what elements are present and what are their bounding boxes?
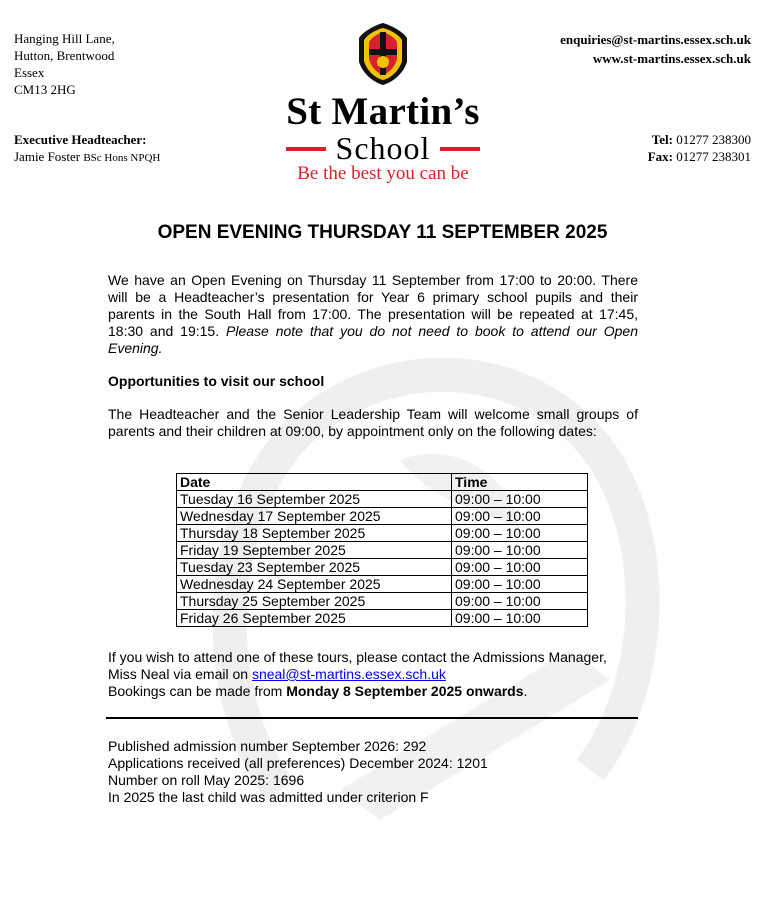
school-word: School (335, 130, 431, 166)
header-date: Date (177, 474, 452, 491)
red-bar-right (440, 147, 480, 151)
table-row (177, 508, 588, 525)
address-line: Hanging Hill Lane, (14, 31, 115, 46)
headteacher-block (14, 131, 160, 167)
row-time: 09:00 – 10:00 (452, 559, 588, 576)
row-date: Friday 19 September 2025 (177, 542, 452, 559)
visits-paragraph: The Headteacher and the Senior Leadership Team will welcome small groups of parents and their children at 09:00, by appointment only on the following dates: (108, 406, 638, 439)
fax-label: Fax: (647, 149, 673, 164)
table-row (177, 559, 588, 576)
address-line: Hutton, Brentwood (14, 48, 115, 63)
booking-line-1: If you wish to attend one of these tours, please contact the Admissions Manager, (108, 649, 607, 665)
admission-stats (108, 738, 638, 806)
tel-label: Tel: (651, 132, 673, 147)
tel-number: 01277 238300 (676, 132, 751, 147)
booking-paragraph (108, 649, 638, 700)
address-line: CM13 2HG (14, 82, 76, 97)
table-row (177, 610, 588, 627)
row-date: Tuesday 16 September 2025 (177, 491, 452, 508)
table-row (177, 576, 588, 593)
address-line: Essex (14, 65, 45, 80)
school-word-lockup (280, 130, 486, 166)
table-row (177, 525, 588, 542)
row-time: 09:00 – 10:00 (452, 610, 588, 627)
headteacher-label: Executive Headteacher: (14, 132, 147, 147)
phone-block (648, 131, 751, 165)
fax-number: 01277 238301 (676, 149, 751, 164)
row-time: 09:00 – 10:00 (452, 542, 588, 559)
page-title: OPEN EVENING THURSDAY 11 SEPTEMBER 2025 (157, 222, 608, 243)
visit-dates-table (176, 473, 588, 627)
stat-line: Applications received (all preferences) December 2024: 1201 (108, 755, 488, 771)
stat-line: Published admission number September 2026: 292 (108, 738, 427, 754)
row-date: Thursday 18 September 2025 (177, 525, 452, 542)
contact-block (560, 30, 751, 68)
headteacher-qualifications: BSc Hons NPQH (83, 152, 161, 164)
contact-email[interactable]: enquiries@st-martins.essex.sch.uk (560, 32, 751, 47)
contact-website[interactable]: www.st-martins.essex.sch.uk (592, 51, 751, 66)
school-motto: Be the best you can be (297, 163, 469, 184)
row-time: 09:00 – 10:00 (452, 508, 588, 525)
table-header-row (177, 474, 588, 491)
school-name: St Martin’s (286, 90, 480, 133)
row-date: Wednesday 24 September 2025 (177, 576, 452, 593)
booking-start-date: Monday 8 September 2025 onwards (286, 683, 524, 699)
intro-italic-note: Please note that you do not need to book to attend our Open Evening. (108, 323, 638, 356)
divider (106, 717, 638, 719)
booking-line-3: Bookings can be made from (108, 683, 287, 699)
table-row (177, 593, 588, 610)
row-date: Thursday 25 September 2025 (177, 593, 452, 610)
booking-line-3-end: . (523, 683, 528, 699)
booking-line-2: Miss Neal via email on (108, 666, 252, 682)
stat-line: Number on roll May 2025: 1696 (108, 772, 305, 788)
row-time: 09:00 – 10:00 (452, 525, 588, 542)
table-row (177, 542, 588, 559)
intro-paragraph (108, 272, 638, 357)
row-time: 09:00 – 10:00 (452, 576, 588, 593)
stat-line: In 2025 the last child was admitted under criterion F (108, 789, 429, 805)
row-time: 09:00 – 10:00 (452, 593, 588, 610)
row-date: Wednesday 17 September 2025 (177, 508, 452, 525)
school-crest-icon (351, 22, 415, 86)
row-date: Tuesday 23 September 2025 (177, 559, 452, 576)
table-row (177, 491, 588, 508)
intro-text: We have an Open Evening on Thursday 11 September from 17:00 to 20:00. There will be a Headteacher’s presentation for Year 6 primary school pupils and their parents in the South Hall from 17:00. The presentation will be repeated at 17:45, 18:30 and 19:15. (108, 272, 638, 339)
admissions-email-link[interactable]: sneal@st-martins.essex.sch.uk (251, 666, 446, 682)
row-time: 09:00 – 10:00 (452, 491, 588, 508)
row-date: Friday 26 September 2025 (177, 610, 452, 627)
headteacher-name: Jamie Foster (14, 149, 81, 164)
visits-heading: Opportunities to visit our school (108, 373, 325, 389)
header-time: Time (452, 474, 588, 491)
school-address (14, 30, 115, 98)
